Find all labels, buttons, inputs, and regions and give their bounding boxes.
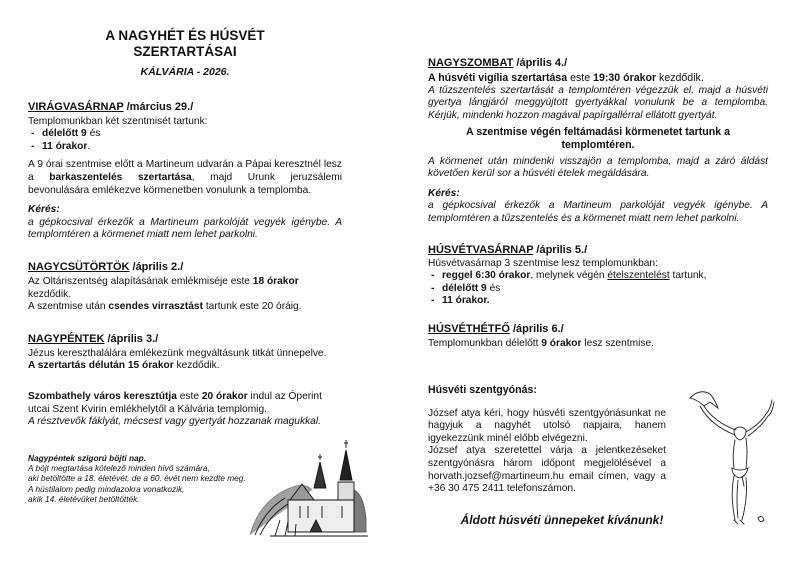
easter-greeting: Áldott húsvéti ünnepeket kívánunk! — [460, 513, 664, 527]
heading-day: NAGYSZOMBAT — [428, 57, 514, 69]
fasting-line: A böjt megtartása kötelező minden hívő számára, — [28, 463, 210, 474]
section-heading — [28, 260, 342, 274]
list-item — [428, 283, 768, 296]
mass-list — [28, 128, 342, 153]
crucifix-drawing-image — [680, 380, 780, 530]
heading-date: /április 2./ — [129, 260, 184, 273]
text-bold: 9 órakor — [541, 337, 582, 349]
text: este — [567, 72, 594, 84]
text-bold: 18 órakor — [252, 275, 299, 287]
title-line-1: A NAGYHÉT ÉS HÚSVÉT — [105, 28, 265, 43]
section-confession — [428, 384, 666, 496]
list-item — [28, 128, 342, 141]
item-bold: 11 órakor. — [442, 295, 490, 307]
list-item — [428, 295, 768, 308]
section-heading — [428, 243, 768, 257]
heading-date: /március 29./ — [123, 100, 194, 113]
list-item — [28, 141, 342, 154]
text-line — [428, 338, 768, 351]
section-good-friday — [28, 332, 342, 373]
document-title — [28, 28, 342, 60]
section-heading — [28, 100, 342, 114]
church-drawing-image — [250, 440, 368, 540]
text-bold: barkaszentelés szertartása — [49, 171, 192, 183]
heading-day: NAGYPÉNTEK — [28, 332, 105, 345]
text-line — [28, 301, 342, 314]
list-item — [428, 270, 768, 283]
item-bold: délelőtt 9 — [42, 128, 87, 140]
item-underlined: ételszentelést — [607, 270, 670, 282]
request-text: a gépkocsival érkezők a Martineum parkolóját vegyék igénybe. A templomtéren a körmenet miatt nem lehet parkolni. — [28, 216, 342, 241]
text: tartunk este 20 óráig. — [203, 301, 302, 313]
text-bold: csendes virrasztást — [108, 301, 203, 313]
way-of-cross-text — [28, 391, 342, 416]
vigil-line — [428, 72, 768, 85]
text: , majd Urunk jeruzsálemi bevonulására emlékezve körmenetben vonulunk a templomba. — [28, 171, 343, 196]
text-bold: A húsvéti vigília szertartása — [428, 72, 568, 84]
mass-list — [428, 270, 768, 308]
confession-heading: Húsvéti szentgyónás: — [428, 384, 537, 396]
text: kezdődik. — [28, 288, 72, 300]
text: A 9 órai szentmise előtt a Martineum udvarán a Pápai keresztnél lesz a — [28, 159, 342, 183]
text-bold: A szertartás délután 15 órakor — [28, 360, 174, 372]
section-heading — [428, 56, 768, 70]
heading-date: /április 4./ — [513, 57, 568, 69]
text: Az Oltáriszentség alapításának emlékmiséje este — [28, 275, 253, 287]
procession-text: A szentmise végén feltámadási körmenetet tartunk a templomtéren. — [466, 126, 730, 151]
confession-paragraph-2: József atya szeretettel várja a jelentkezéseket szentgyónásra három időpont megjelölésével a horvath.jozsef@martineum.hu email címen, vagy a +36 30 475 2411 telefonszámon. — [428, 445, 666, 495]
item-rest: és — [86, 128, 101, 140]
after-procession-text: A körmenet után mindenki visszajön a templomba, majd a záró áldást követően kerül sor a húsvéti ételek megáldására. — [428, 155, 768, 180]
request-label: Kérés: — [28, 204, 60, 216]
left-column — [28, 28, 342, 429]
right-column — [428, 56, 768, 351]
request-label: Kérés: — [428, 187, 460, 199]
fire-blessing-text: A tűzszentelés szertartását a templomtéren végezzük el, majd a húsvéti gyertya lángjáról meggyújtott gyertyákkal vonulunk be a templomba. Kérjük, mindenki hozzon magával papírgallérral ellátott gyertyát. — [428, 84, 768, 121]
confession-paragraph-1: József atya kéri, hogy húsvéti szentgyónásunkat ne hagyjuk a nagyhét utolsó napjaira, hanem igyekezzünk minél előbb elvégezni. — [428, 407, 666, 444]
fasting-line: akik 14. életévüket betöltötték. — [28, 493, 140, 504]
text: este — [176, 390, 202, 402]
document-subtitle: KÁLVÁRIA - 2026. — [140, 66, 230, 78]
heading-date: /április 5./ — [533, 243, 588, 256]
text-bold: 20 órakor — [201, 390, 248, 402]
section-easter-monday — [428, 322, 768, 351]
intro-text: Templomunkban két szentmisét tartunk: — [28, 115, 208, 127]
fasting-heading: Nagypéntek szigorú böjti nap. — [28, 453, 147, 463]
section-holy-saturday — [428, 56, 768, 226]
heading-date: /április 3./ — [104, 332, 159, 345]
fasting-note — [28, 453, 288, 504]
section-heading — [28, 332, 342, 346]
text: indul az Óperint utcai Szent Kvirin emlékhelytől a Kálvária templomig. — [28, 390, 322, 415]
heading-day: HÚSVÉTVASÁRNAP — [428, 243, 534, 256]
item-rest: tartunk, — [669, 270, 707, 282]
section-palm-sunday — [28, 100, 342, 242]
section-easter-sunday — [428, 243, 768, 308]
fasting-line: A hústilalom pedig mindazokra vonatkozik, — [28, 483, 185, 494]
way-of-cross-note: A résztvevők fáklyát, mécsest vagy gyertyát hozzanak magukkal. — [28, 416, 321, 428]
text-bold: 19:30 órakor — [593, 72, 657, 84]
section-way-of-cross — [28, 391, 342, 429]
text-bold: Szombathely város keresztútja — [28, 390, 177, 402]
heading-day: HÚSVÉTHÉTFŐ — [428, 322, 510, 335]
text-line — [28, 276, 342, 301]
fasting-line: aki betöltötte a 18. életévét, de a 60. évét nem kezdte meg. — [28, 473, 246, 484]
section-maundy-thursday — [28, 260, 342, 314]
item-bold: reggel 6:30 órakor — [442, 270, 531, 282]
item-bold: délelőtt 9 — [442, 282, 487, 294]
item-bold: 11 órakor — [42, 140, 88, 152]
text-line: Jézus kereszthalálára emlékezünk megváltásunk titkát ünnepelve. — [28, 347, 327, 359]
palm-paragraph — [28, 159, 342, 197]
text: A szentmise után — [28, 301, 109, 313]
item-rest: és — [486, 282, 501, 294]
heading-day: VIRÁGVASÁRNAP — [28, 100, 124, 113]
text: lesz szentmise. — [581, 337, 654, 349]
request-text: a gépkocsival érkezők a Martineum parkolóját vegyék igénybe. A templomtéren a tűzszentelés és a körmenet miatt nem lehet parkolni. — [428, 200, 768, 224]
text: kezdődik. — [656, 72, 704, 84]
item-rest: . — [87, 140, 91, 152]
text: kezdődik. — [173, 360, 220, 372]
section-heading — [428, 322, 768, 336]
text-line — [28, 360, 342, 373]
heading-day: NAGYCSÜTÖRTÖK — [28, 260, 130, 273]
item-rest: , melynek végén — [530, 270, 608, 282]
intro-text: Húsvétvasárnap 3 szentmise lesz templomunkban: — [428, 257, 658, 269]
heading-date: /április 6./ — [509, 322, 564, 335]
title-line-2: SZERTARTÁSAI — [133, 44, 237, 59]
text: Templomunkban délelőtt — [428, 337, 542, 349]
